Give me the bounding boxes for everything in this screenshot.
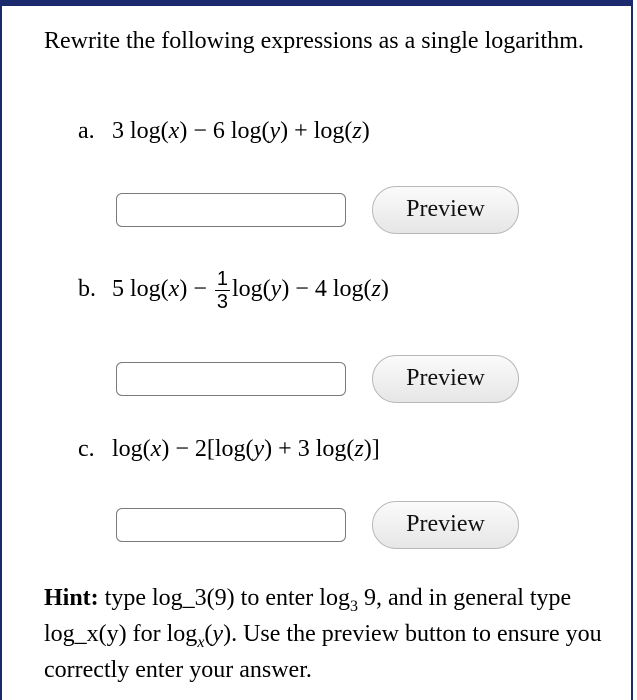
expr-variable-z: z xyxy=(352,118,362,144)
fraction-denominator: 3 xyxy=(216,291,228,313)
expr-text: ) xyxy=(361,118,370,144)
part-a-answer-input[interactable] xyxy=(116,193,346,227)
hint-label: Hint: xyxy=(44,585,99,611)
expr-text: ) − 4 log( xyxy=(281,276,372,303)
part-c-letter: c. xyxy=(78,436,95,462)
hint-text-part: type log_3(9) to enter log xyxy=(98,585,350,611)
part-b-preview-button[interactable]: Preview xyxy=(372,355,519,403)
expr-text: ) − 6 log( xyxy=(179,118,270,144)
expr-variable-z: z xyxy=(371,276,381,303)
expr-variable-y: y xyxy=(269,118,281,144)
expr-variable-y: y xyxy=(253,436,265,462)
fraction-numerator: 1 xyxy=(216,268,228,290)
hint-text-part: 9, and in general type log_x(y) for log xyxy=(44,585,572,647)
expr-variable-x: x xyxy=(168,118,180,144)
part-b-letter: b. xyxy=(78,276,96,303)
problem-prompt: Rewrite the following expressions as a single logarithm. xyxy=(44,28,584,54)
expr-text: ) xyxy=(380,276,389,303)
expr-text: ) + 3 log( xyxy=(264,436,355,462)
expr-variable-x: x xyxy=(168,276,180,303)
part-a-expression xyxy=(78,118,370,145)
hint-text xyxy=(44,580,604,688)
hint-subscript: 3 xyxy=(349,598,358,615)
expr-text: ) − 2[log( xyxy=(161,436,254,462)
expr-text: log( xyxy=(112,436,151,462)
part-c-answer-input[interactable] xyxy=(116,508,346,542)
expr-variable-x: x xyxy=(150,436,162,462)
expr-text: ) + log( xyxy=(280,118,353,144)
part-a-letter: a. xyxy=(78,118,95,144)
part-b-answer-input[interactable] xyxy=(116,362,346,396)
expr-text: log( xyxy=(231,276,271,303)
hint-text-part: ). Use the preview button to ensure you correctly enter your answer. xyxy=(44,621,602,683)
hint-variable-y: y xyxy=(212,621,224,647)
fraction-one-third xyxy=(215,268,230,313)
expr-text: 5 log( xyxy=(112,276,169,303)
hint-subscript-variable: x xyxy=(197,634,205,651)
part-a-preview-button[interactable]: Preview xyxy=(372,186,519,234)
expr-text: ) − xyxy=(179,276,213,303)
expr-text: 3 log( xyxy=(112,118,169,144)
expr-variable-z: z xyxy=(354,436,364,462)
problem-content xyxy=(44,24,604,58)
hint-text-part: ( xyxy=(204,621,213,647)
expr-variable-y: y xyxy=(270,276,282,303)
part-c-expression xyxy=(78,436,380,463)
expr-text: )] xyxy=(363,436,380,462)
part-c-preview-button[interactable]: Preview xyxy=(372,501,519,549)
part-b-expression xyxy=(78,268,389,313)
